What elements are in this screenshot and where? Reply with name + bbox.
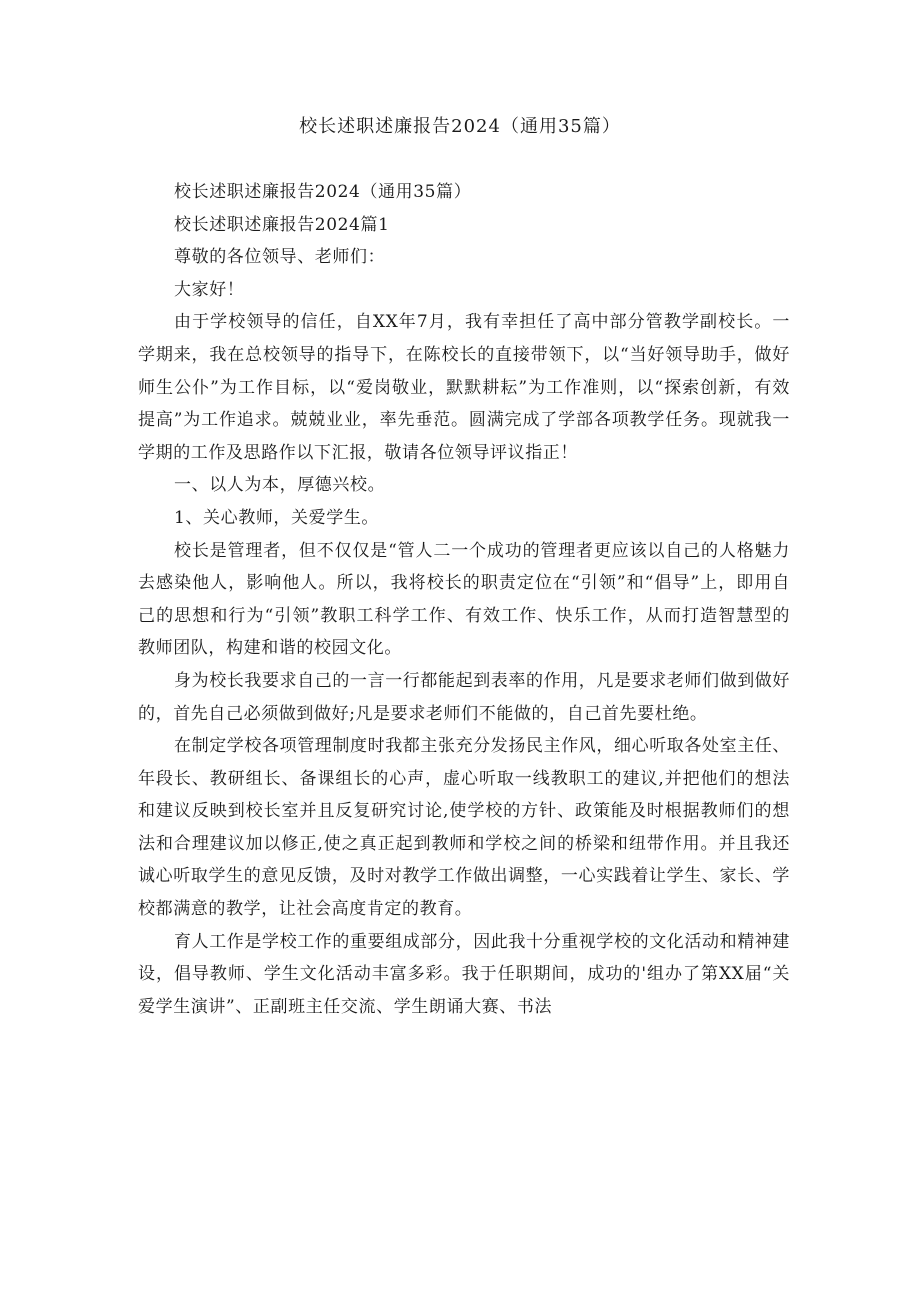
document-title: 校长述职述廉报告2024（通用35篇） xyxy=(299,116,621,137)
paragraph-body: 校长是管理者，但不仅仅是“管人二一个成功的管理者更应该以自己的人格魅力去感染他人，影响他人。所以，我将校长的职责定位在“引领”和“倡导”上，即用自己的思想和行为“引领”教职工科学工作、有效工作、快乐工作，从而打造智慧型的教师团队，构建和谐的校园文化。 xyxy=(138,540,790,659)
paragraph-heading-1: 一、以人为本，厚德兴校。 xyxy=(174,475,386,496)
paragraph-greeting: 大家好！ xyxy=(174,279,245,300)
paragraph-body: 育人工作是学校工作的重要组成部分，因此我十分重视学校的文化活动和精神建设，倡导教师、学生文化活动丰富多彩。我于任职期间，成功的'组办了第XX届“关爱学生演讲”、正副班主任交流、学生朗诵大赛、书法 xyxy=(138,931,790,1017)
paragraph-section-heading: 校长述职述廉报告2024篇1 xyxy=(174,214,390,235)
paragraph-subtitle: 校长述职述廉报告2024（通用35篇） xyxy=(174,182,472,202)
document-body xyxy=(138,176,790,1023)
paragraph-intro: 由于学校领导的信任，自XX年7月，我有幸担任了高中部分管教学副校长。一学期来，我在总校领导的指导下，在陈校长的直接带领下，以“当好领导助手，做好师生公仆”为工作目标，以“爱岗敬业，默默耕耘”为工作准则，以“探索创新，有效提高”为工作追求。兢兢业业，率先垂范。圆满完成了学部各项教学任务。现就我一学期的工作及思路作以下汇报，敬请各位领导评议指正！ xyxy=(138,312,790,463)
paragraph-body: 身为校长我要求自己的一言一行都能起到表率的作用，凡是要求老师们做到做好的，首先自己必须做到做好;凡是要求老师们不能做的，自己首先要杜绝。 xyxy=(138,670,790,724)
paragraph-subheading-1: 1、关心教师，关爱学生。 xyxy=(174,507,380,528)
paragraph-salutation: 尊敬的各位领导、老师们： xyxy=(174,247,386,268)
paragraph-body: 在制定学校各项管理制度时我都主张充分发扬民主作风，细心听取各处室主任、年段长、教研组长、备课组长的心声，虚心听取一线教职工的建议,并把他们的想法和建议反映到校长室并且反复研究讨论,使学校的方针、政策能及时根据教师们的想法和合理建议加以修正,使之真正起到教师和学校之间的桥梁和纽带作用。并且我还诚心听取学生的意见反馈，及时对教学工作做出调整，一心实践着让学生、家长、学校都满意的教学，让社会高度肯定的教育。 xyxy=(138,736,790,920)
